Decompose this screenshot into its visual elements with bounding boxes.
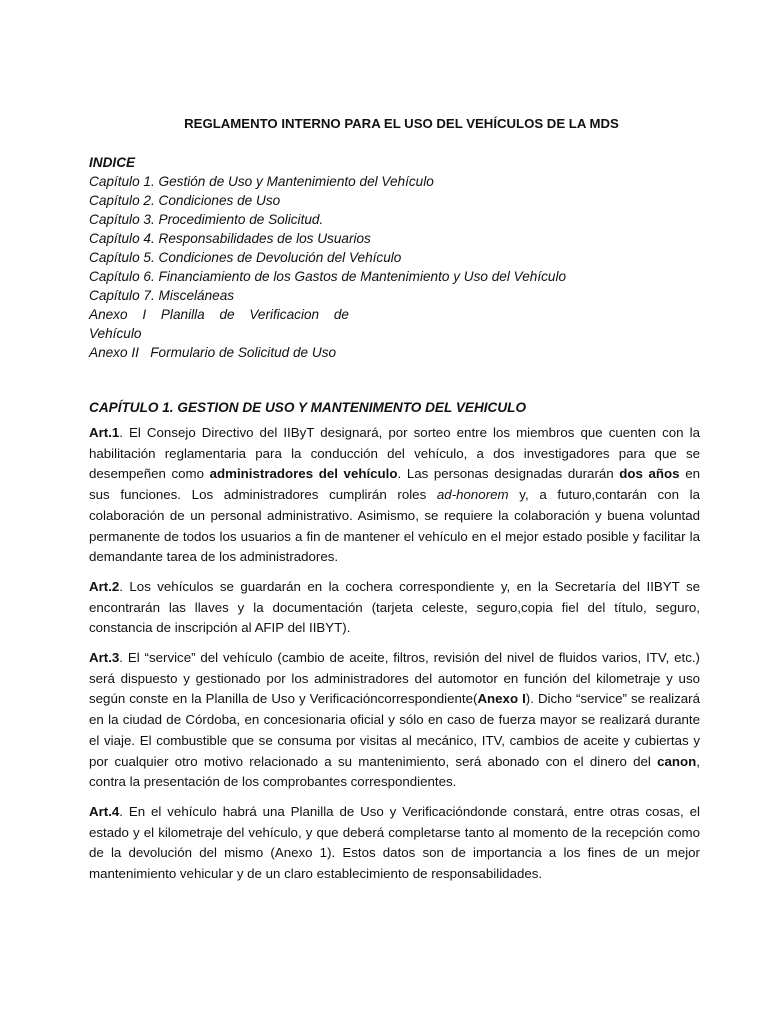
anexo-word: I — [142, 307, 147, 322]
article-4 — [89, 802, 700, 885]
article-italic: ad-honorem — [436, 487, 509, 503]
index-item: Capítulo 4. Responsabilidades de los Usuarios — [89, 231, 371, 246]
article-text: . El “service” del vehículo (cambio de aceite, filtros, revisión del nivel de fluidos varios, ITV, etc.) será dispuesto y gestionado por los administradores del automotor en función del kilometraje y uso según conste en la Planilla de Uso y Verificacióncorrespondiente( — [89, 650, 700, 707]
article-label: Art.3 — [89, 650, 120, 666]
index-item-anexo-1-cont: Vehículo — [89, 326, 142, 341]
index-item: Capítulo 1. Gestión de Uso y Mantenimiento del Vehículo — [89, 174, 434, 189]
index-item: Capítulo 3. Procedimiento de Solicitud. — [89, 212, 324, 227]
article-bold: Anexo I — [477, 691, 526, 707]
index-item-anexo-2: Anexo II Formulario de Solicitud de Uso — [89, 345, 337, 360]
article-text: en sus funciones. Los administradores cumplirán roles — [89, 466, 700, 503]
chapter-1-heading: CAPÍTULO 1. GESTION DE USO Y MANTENIMENTO DEL VEHICULO — [89, 400, 527, 415]
anexo-word: Planilla — [160, 307, 205, 322]
document-title: REGLAMENTO INTERNO PARA EL USO DEL VEHÍCULOS DE LA MDS — [184, 116, 619, 131]
anexo-word: de — [333, 307, 349, 322]
article-text: . En el vehículo habrá una Planilla de Uso y Verificacióndonde constará, entre otras cosas, el estado y el kilometraje del vehículo, y que deberá completarse tanto al momento de la recepción como de la devolución del mismo (Anexo 1). Estos datos son de importancia a los fines de un mejor mantenimiento vehicular y de un claro establecimiento de responsabilidades. — [89, 803, 700, 882]
index-item-anexo-1 — [89, 305, 349, 324]
anexo-word: de — [219, 307, 235, 322]
article-bold: administradores del vehículo — [209, 466, 398, 482]
index-item: Capítulo 5. Condiciones de Devolución del Vehículo — [89, 250, 402, 265]
article-label: Art.4 — [89, 803, 120, 819]
article-1 — [89, 423, 700, 568]
article-bold: dos años — [619, 466, 680, 482]
anexo-word: Verificacion — [249, 307, 320, 322]
article-2 — [89, 577, 700, 639]
article-label: Art.2 — [89, 578, 120, 594]
index-section — [89, 153, 700, 362]
article-3 — [89, 648, 700, 793]
article-text: . Los vehículos se guardarán en la cochera correspondiente y, en la Secretaría del IIBYT se encontrarán las llaves y la documentación (tarjeta celeste, seguro,copia fiel del título, seguro, constancia de inscripción al AFIP del IIBYT). — [89, 578, 700, 636]
article-text: ). Dicho “service” se realizará en la ciudad de Córdoba, en concesionaria oficial y sólo en caso de fuerza mayor se realizará durante el viaje. El combustible que se consuma por visitas al mecánico, ITV, cambios de aceite y cubiertas y por cualquier otro motivo relacionado a su mantenimiento, será abonado con el dinero del — [89, 691, 701, 769]
article-text: , contra la presentación de los comprobantes correspondientes. — [89, 753, 700, 790]
article-text: . Las personas designadas durarán — [397, 466, 620, 482]
index-heading: INDICE — [89, 155, 136, 170]
article-text: . El Consejo Directivo del IIByT designará, por sorteo entre los miembros que cuenten con la habilitación reglamentaria para la conducción del vehículo, a dos investigadores para que se desempeñen como — [89, 425, 700, 482]
article-label: Art.1 — [89, 425, 120, 440]
article-text: y, a futuro,contarán con la colaboración de un personal administrativo. Asimismo, se requiere la colaboración y buena voluntad permanente de todos los usuarios a fin de mantener el vehículo en el mejor estado posible y facilitar la demandante tarea de los administradores. — [89, 487, 700, 565]
index-item: Capítulo 6. Financiamiento de los Gastos de Mantenimiento y Uso del Vehículo — [89, 269, 567, 284]
article-bold: canon — [657, 753, 697, 769]
anexo-word: Anexo — [89, 307, 128, 322]
index-item: Capítulo 7. Misceláneas — [89, 288, 235, 303]
index-item: Capítulo 2. Condiciones de Uso — [89, 193, 281, 208]
